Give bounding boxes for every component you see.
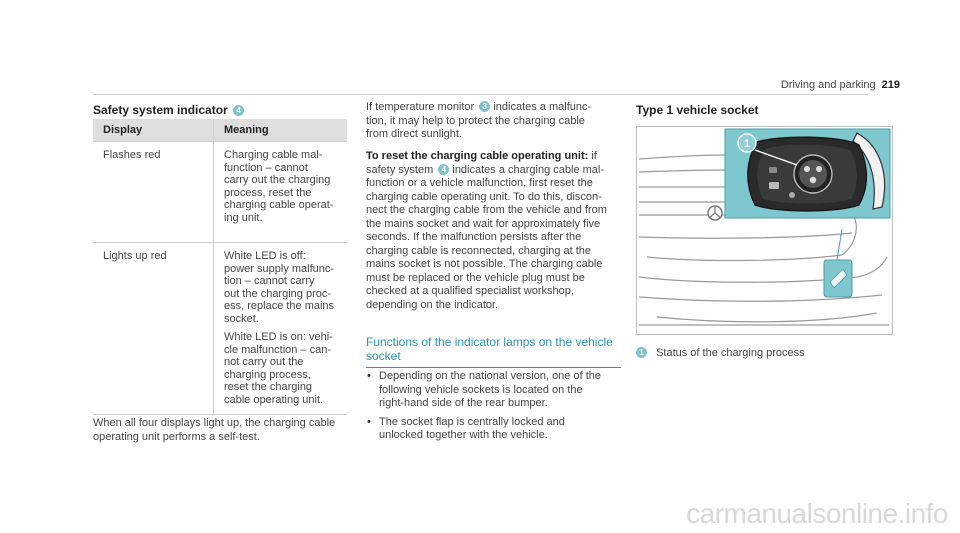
reset-instructions-paragraph — [366, 150, 628, 312]
section-title-line: Functions of the indicator lamps on the vehicle — [366, 335, 613, 349]
line: seconds. If the malfunction persists after the — [366, 231, 582, 243]
section-divider — [366, 367, 621, 368]
line: following vehicle sockets is located on the — [379, 383, 583, 396]
callout-badge: 1 — [636, 347, 647, 358]
line: function or a vehicle malfunction, first reset the — [366, 177, 593, 189]
text: If temperature monitor — [366, 101, 475, 113]
running-header — [781, 79, 900, 91]
table-row — [93, 142, 347, 243]
line: • Depending on the national version, one of the — [379, 370, 601, 382]
line: not carry out the — [224, 356, 304, 368]
line: tion – cannot carry — [224, 275, 315, 287]
line: When all four displays light up, the charging cable — [93, 417, 336, 429]
figure-legend — [636, 347, 805, 361]
temperature-monitor-paragraph — [366, 101, 628, 142]
table-cell-meaning — [214, 142, 348, 243]
indicator-table — [93, 119, 347, 415]
line: reset the charging — [224, 381, 313, 393]
table-row — [93, 243, 347, 415]
list-item — [366, 370, 628, 411]
heading-text: Safety system indicator — [93, 103, 228, 117]
line: socket. — [224, 312, 259, 325]
line: charging cable is reconnected, charging at the — [366, 244, 592, 257]
callout-badge: 4 — [438, 164, 449, 175]
line: right-hand side of the rear bumper. — [379, 397, 548, 409]
table-cell-meaning — [214, 243, 348, 415]
line: checked at a qualified specialist workshop, — [366, 285, 574, 297]
legend-text: Status of the charging process — [656, 347, 805, 359]
line: charging cable operating unit. To do this, discon- — [366, 190, 602, 203]
section-name: Driving and parking — [780, 79, 876, 91]
line: charging process, — [224, 368, 311, 381]
line: ess, replace the mains — [224, 300, 335, 312]
line: operating unit performs a self-test. — [93, 430, 260, 443]
list-item — [366, 416, 628, 443]
callout-number: 1 — [743, 138, 751, 150]
line: process, reset the — [224, 186, 312, 199]
line: cle malfunction – can- — [224, 343, 331, 356]
table-cell-display: Lights up red — [93, 243, 214, 415]
line: power supply malfunc- — [224, 262, 335, 275]
line: Charging cable mal- — [224, 149, 323, 161]
line: charging cable operat- — [224, 199, 334, 211]
callout-badge: 3 — [479, 101, 490, 112]
line: from direct sunlight. — [366, 128, 462, 140]
socket-heading: Type 1 vehicle socket — [636, 103, 759, 117]
instruction-label: To reset the charging cable operating unit: — [366, 150, 589, 162]
line: White LED is on: vehi- — [224, 331, 333, 343]
vehicle-socket-illustration — [636, 126, 893, 335]
section-title-line: socket — [366, 349, 401, 363]
text: safety system — [366, 163, 434, 176]
line: ing unit. — [224, 211, 263, 224]
line: function – cannot — [224, 161, 308, 174]
line: mains socket is not possible. The charging cable — [366, 258, 603, 270]
safety-indicator-heading — [93, 103, 244, 117]
line: the mains socket and wait for approximately five — [366, 217, 601, 230]
self-test-note — [93, 417, 353, 444]
text: indicates a charging cable mal- — [452, 163, 605, 176]
watermark: carmanualsonline.info — [686, 498, 948, 529]
callout-badge: 4 — [233, 105, 244, 116]
bullet-list — [366, 370, 628, 448]
line: out the charging proc- — [224, 287, 332, 300]
table-cell-display: Flashes red — [93, 142, 214, 243]
text: if — [591, 150, 597, 162]
line: White LED is off: — [224, 250, 306, 262]
line: carry out the charging — [224, 174, 331, 186]
line: tion, it may help to protect the charging cable — [366, 114, 585, 127]
line: • The socket flap is centrally locked and — [379, 415, 565, 428]
line: must be replaced or the vehicle plug must be — [366, 271, 585, 284]
line: nect the charging cable from the vehicle and from — [366, 204, 607, 216]
text: indicates a malfunc- — [493, 101, 592, 113]
rear-bumper-drawing — [637, 127, 892, 334]
column-header-display: Display — [93, 119, 214, 142]
header-divider — [93, 94, 868, 95]
line: cable operating unit. — [224, 393, 324, 406]
line: unlocked together with the vehicle. — [379, 429, 548, 441]
column-header-meaning: Meaning — [214, 119, 348, 142]
section-heading-indicator-lamps — [366, 335, 621, 368]
page-number: 219 — [881, 79, 900, 91]
line: depending on the indicator. — [366, 298, 499, 311]
table-header-row — [93, 119, 347, 142]
